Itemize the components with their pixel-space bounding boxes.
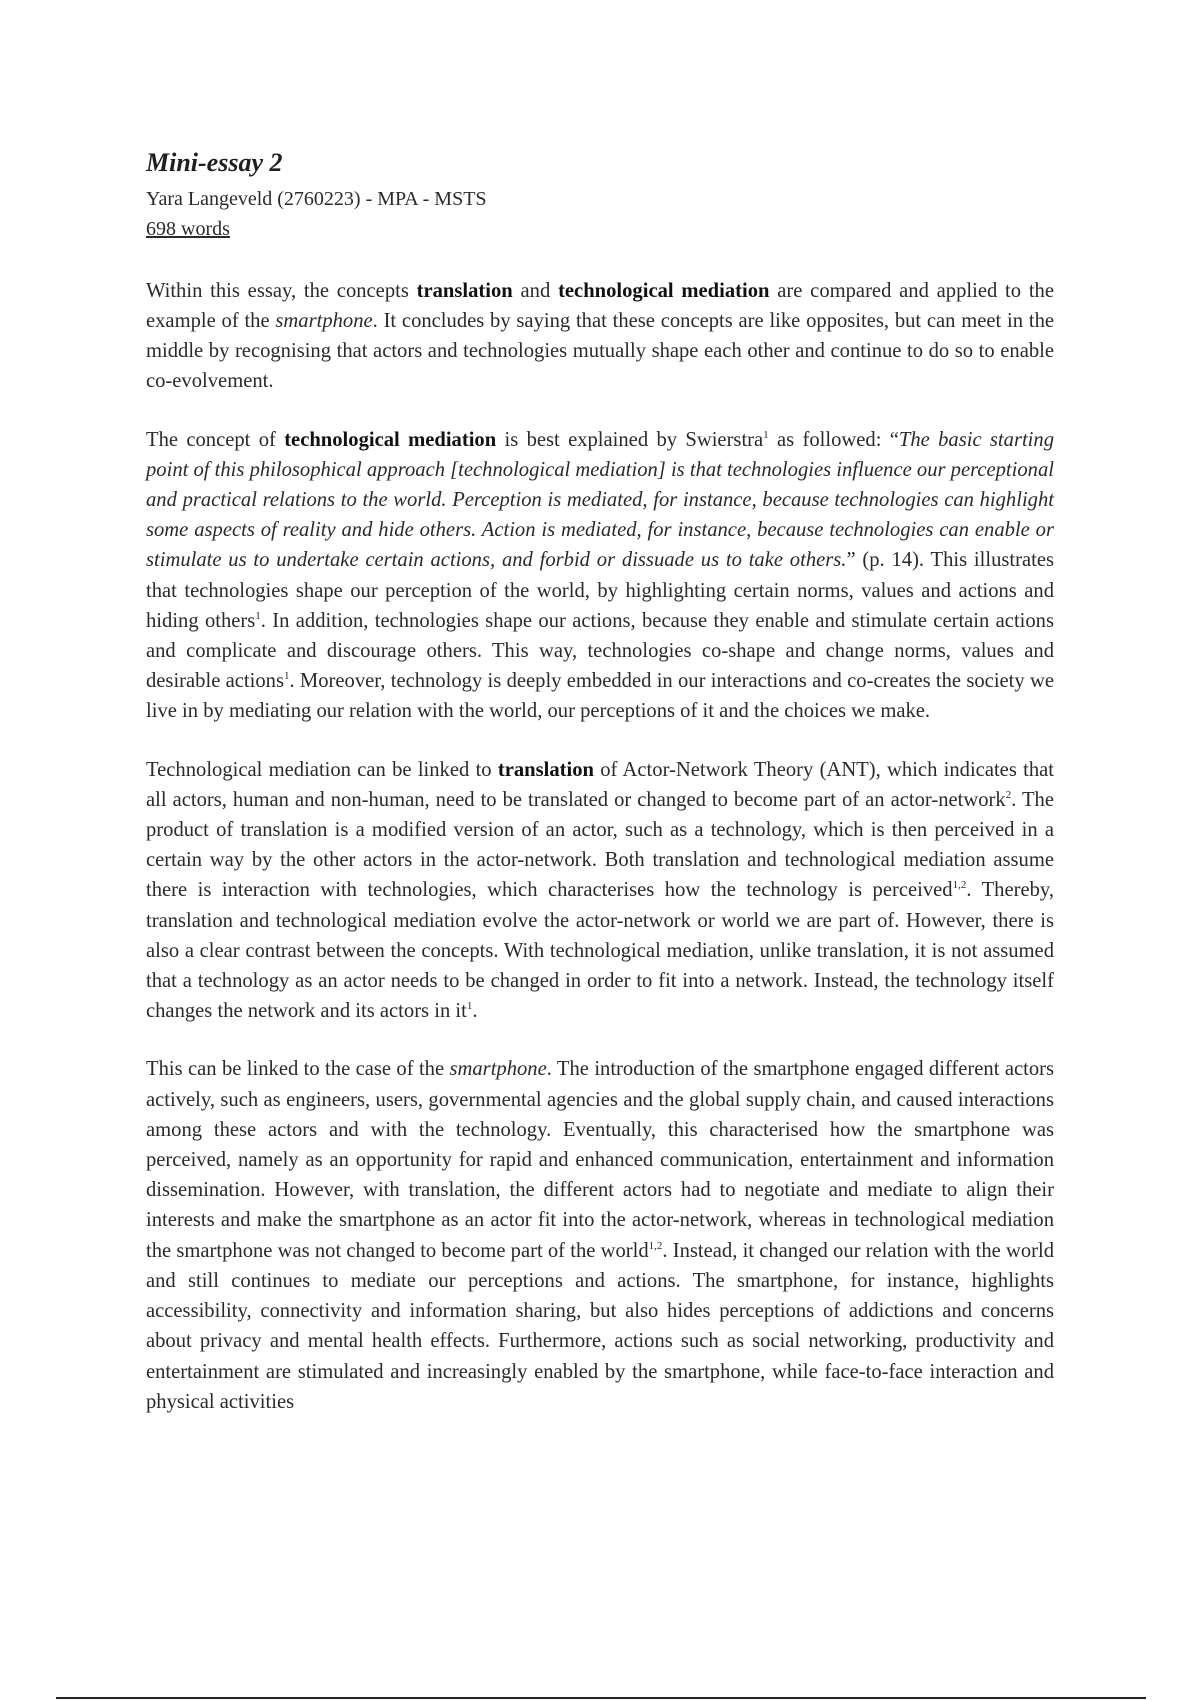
term-translation: translation [416,279,513,302]
term-technological-mediation: technological mediation [558,279,770,302]
text-run: This can be linked to the case of the [146,1058,450,1081]
text-run: . Instead, it changed our relation with the world and still continues to mediate our perceptions and actions. The smartphone, for instance, highlights accessibility, connectivity and information sharing, but also hides perceptions of addictions and concerns about privacy and mental health effects. Furthermore, actions such as social networking, productivity and entertainment are stimulated and increasingly enabled by the smartphone, while face-to-face interaction and physical activities [146,1239,1055,1413]
word-count: 698 words [146,217,230,240]
quote-swierstra: The basic starting point of this philosophical approach [technological mediation] is that technologies influence our perceptional and practical relations to the world. Perception is mediated, for instance, because technologies can highlight some aspects of reality and hide others. Action is mediated, for instance, because technologies can enable or stimulate us to undertake certain actions, and forbid or dissuade us to take others. [146,428,1054,572]
text-run: . [472,1000,478,1023]
text-run: ” (p. 14). This illustrates that technologies shape our perception of the world, by highlighting certain norms, values and actions and hiding others [146,549,1054,632]
footnote-ref: 1 [255,609,261,622]
text-run: and [512,279,559,302]
paragraph-translation [146,755,1054,1027]
author-line: Yara Langeveld (2760223) - MPA - MSTS [146,187,487,210]
footnote-ref: 1,2 [952,879,967,892]
paragraph-intro [146,276,1054,397]
text-run: . It concludes by saying that these concepts are like opposites, but can meet in the middle by recognising that actors and technologies mutually shape each other and continue to do so to enable co-evolvement. [146,310,1055,393]
text-run: The concept of [146,428,285,451]
footnote-ref: 2 [1005,788,1012,801]
text-run: . The product of translation is a modified version of an actor, such as a technology, which is then perceived in a certain way by the other actors in the actor-network. Both translation and technological mediation assume there is interaction with technologies, which characterises how the technology is perceived [146,788,1054,902]
text-run: . In addition, technologies shape our actions, because they enable and stimulate certain actions and complicate and discourage others. This way, technologies co-shape and change norms, values and desirable actions [146,609,1054,693]
term-smartphone: smartphone [275,310,373,332]
text-run: Within this essay, the concepts [146,279,417,302]
footnote-ref: 1 [466,1000,473,1013]
paragraph-smartphone [146,1054,1054,1416]
term-technological-mediation: technological mediation [284,428,497,451]
text-run: is best explained by Swierstra [496,428,764,451]
text-run: as followed: “ [768,428,899,451]
document-title: Mini-essay 2 [146,148,283,177]
text-run: are compared and applied to the example of the [146,279,1054,332]
text-run: . Moreover, technology is deeply embedded in our interactions and co-creates the society we live in by mediating our relation with the world, our perceptions of it and the choices we make. [146,670,1055,723]
footnote-ref: 1,2 [648,1239,663,1252]
text-run: . The introduction of the smartphone engaged different actors actively, such as engineers, users, governmental agencies and the global supply chain, and caused interactions among these actors and with the technology. Eventually, this characterised how the smartphone was perceived, namely as an opportunity for rapid and enhanced communication, entertainment and information dissemination. However, with translation, the different actors had to negotiate and mediate to align their interests and make the smartphone as an actor fit into the actor-network, whereas in technological mediation the smartphone was not changed to become part of the world [146,1058,1054,1262]
text-run: of Actor-Network Theory (ANT), which indicates that all actors, human and non-human, need to be translated or changed to become part of an actor-network [146,758,1054,811]
text-run: . Thereby, translation and technological mediation evolve the actor-network or world we are part of. However, there is also a clear contrast between the concepts. With technological mediation, unlike translation, it is not assumed that a technology as an actor needs to be changed in order to fit into a network. Instead, the technology itself changes the network and its actors in it [146,879,1054,1023]
footnote-ref: 1 [283,670,290,683]
term-translation: translation [497,758,594,781]
document-page [146,146,1054,1417]
paragraph-mediation [146,425,1054,727]
term-smartphone: smartphone [449,1058,547,1081]
text-run: Technological mediation can be linked to [146,758,498,781]
bottom-divider [56,1697,1146,1699]
footnote-ref: 1 [763,428,769,441]
